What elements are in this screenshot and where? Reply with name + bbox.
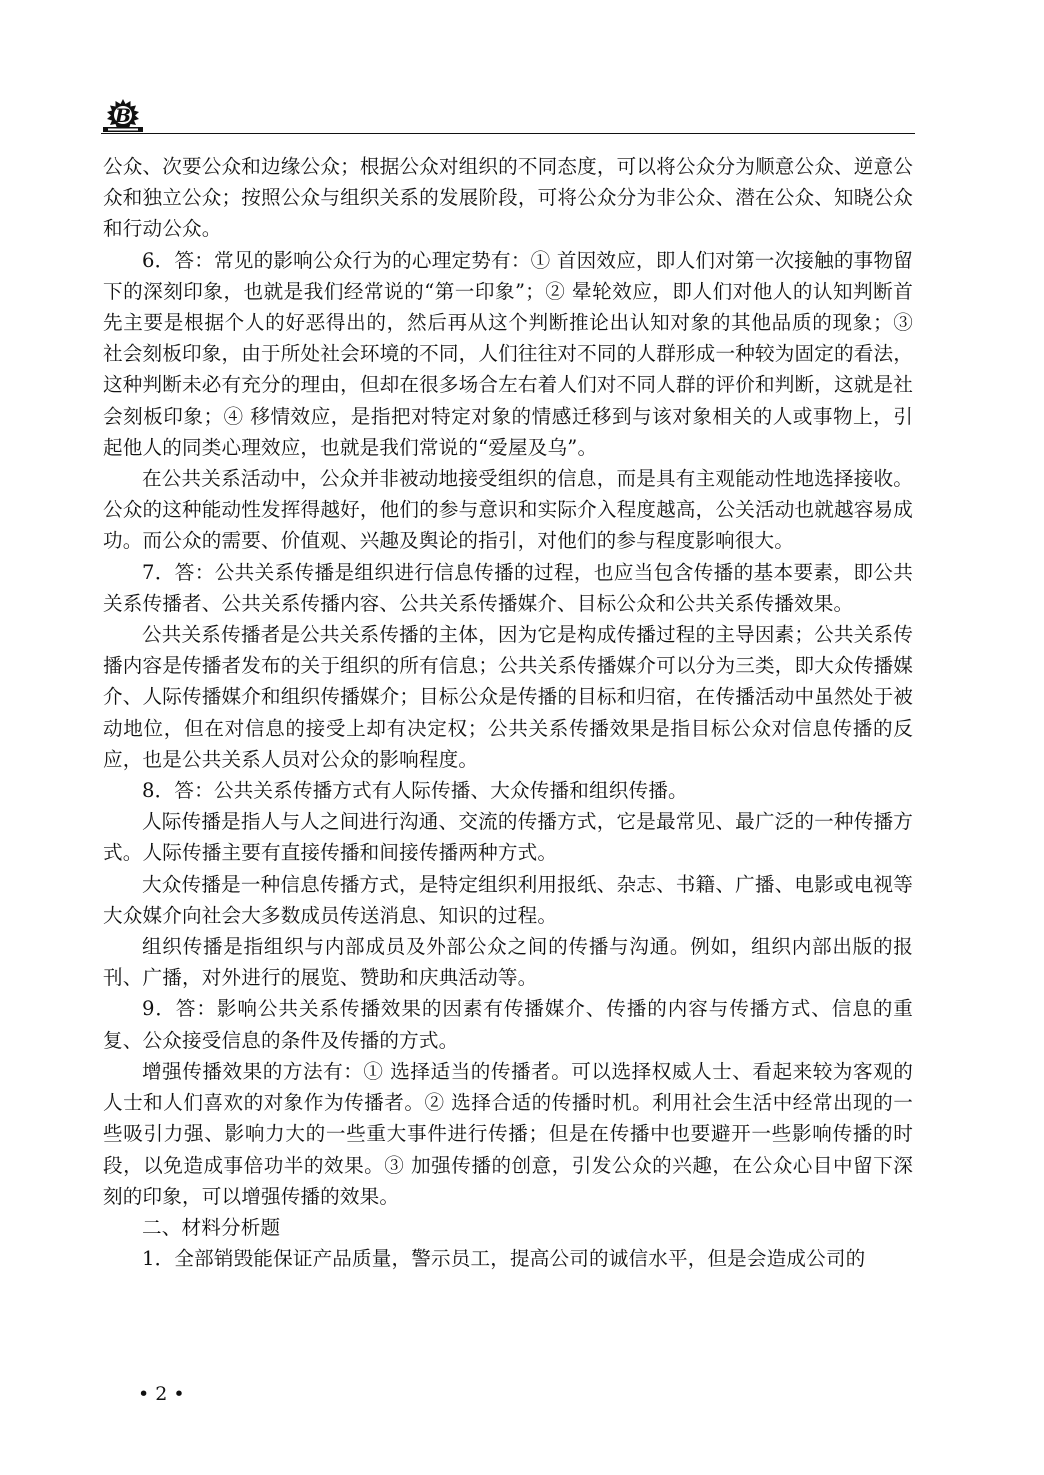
page-number: • 2 • xyxy=(138,1383,185,1405)
body-paragraph: 7．答：公共关系传播是组织进行信息传播的过程，也应当包含传播的基本要素，即公共关系传播者、公共关系传播内容、公共关系传播媒介、目标公众和公共关系传播效果。 xyxy=(103,560,913,615)
body-paragraph: 人际传播是指人与人之间进行沟通、交流的传播方式，它是最常见、最广泛的一种传播方式。人际传播主要有直接传播和间接传播两种方式。 xyxy=(103,810,913,865)
svg-text:B: B xyxy=(114,105,132,127)
body-paragraph: 8．答：公共关系传播方式有人际传播、大众传播和组织传播。 xyxy=(142,779,688,803)
body-paragraph: 公众、次要公众和边缘公众；根据公众对组织的不同态度，可以将公众分为顺意公众、逆意公众和独立公众；按照公众与组织关系的发展阶段，可将公众分为非公众、潜在公众、知晓公众和行动公众。 xyxy=(103,155,913,241)
page-body xyxy=(103,151,913,1274)
body-paragraph: 1．全部销毁能保证产品质量，警示员工，提高公司的诚信水平，但是会造成公司的 xyxy=(142,1247,866,1271)
body-paragraph: 9．答：影响公共关系传播效果的因素有传播媒介、传播的内容与传播方式、信息的重复、公众接受信息的条件及传播的方式。 xyxy=(103,997,913,1052)
body-paragraph: 组织传播是指组织与内部成员及外部公众之间的传播与沟通。例如，组织内部出版的报刊、广播，对外进行的展览、赞助和庆典活动等。 xyxy=(103,935,913,990)
page-header xyxy=(101,96,915,136)
body-paragraph: 增强传播效果的方法有：① 选择适当的传播者。可以选择权威人士、看起来较为客观的人士和人们喜欢的对象作为传播者。② 选择合适的传播时机。利用社会生活中经常出现的一些吸引力强、影响力大的一些重大事件进行传播；但是在传播中也要避开一些影响传播的时段，以免造成事倍功半的效果。③ 加强传播的创意，引发公众的兴趣，在公众心目中留下深刻的印象，可以增强传播的效果。 xyxy=(103,1059,913,1208)
body-paragraph: 公共关系传播者是公共关系传播的主体，因为它是构成传播过程的主导因素；公共关系传播内容是传播者发布的关于组织的所有信息；公共关系传播媒介可以分为三类，即大众传播媒介、人际传播媒介和组织传播媒介；目标公众是传播的目标和归宿，在传播活动中虽然处于被动地位，但在对信息的接受上却有决定权；公共关系传播效果是指目标公众对信息传播的反应，也是公共关系人员对公众的影响程度。 xyxy=(103,623,913,771)
body-paragraph: 大众传播是一种信息传播方式，是特定组织利用报纸、杂志、书籍、广播、电影或电视等大众媒介向社会大多数成员传送消息、知识的过程。 xyxy=(103,872,913,927)
body-paragraph: 二、材料分析题 xyxy=(142,1215,281,1239)
body-paragraph: 6．答：常见的影响公众行为的心理定势有：① 首因效应，即人们对第一次接触的事物留下的深刻印象，也就是我们经常说的“第一印象”；② 晕轮效应，即人们对他人的认知判断首先主要是根据个人的好恶得出的，然后再从这个判断推论出认知对象的其他品质的现象；③ 社会刻板印象，由于所处社会环境的不同，人们往往对不同的人群形成一种较为固定的看法，这种判断未必有充分的理由，但却在很多场合左右着人们对不同人群的评价和判断，这就是社会刻板印象；④ 移情效应，是指把对特定对象的情感迁移到与该对象相关的人或事物上，引起他人的同类心理效应，也就是我们常说的“爱屋及乌”。 xyxy=(103,248,913,459)
body-paragraph: 在公共关系活动中，公众并非被动地接受组织的信息，而是具有主观能动性地选择接收。公众的这种能动性发挥得越好，他们的参与意识和实际介入程度越高，公关活动也就越容易成功。而公众的需要、价值观、兴趣及舆论的指引，对他们的参与程度影响很大。 xyxy=(103,467,913,553)
header-rule xyxy=(101,133,915,134)
publisher-gear-logo-icon xyxy=(101,96,145,134)
